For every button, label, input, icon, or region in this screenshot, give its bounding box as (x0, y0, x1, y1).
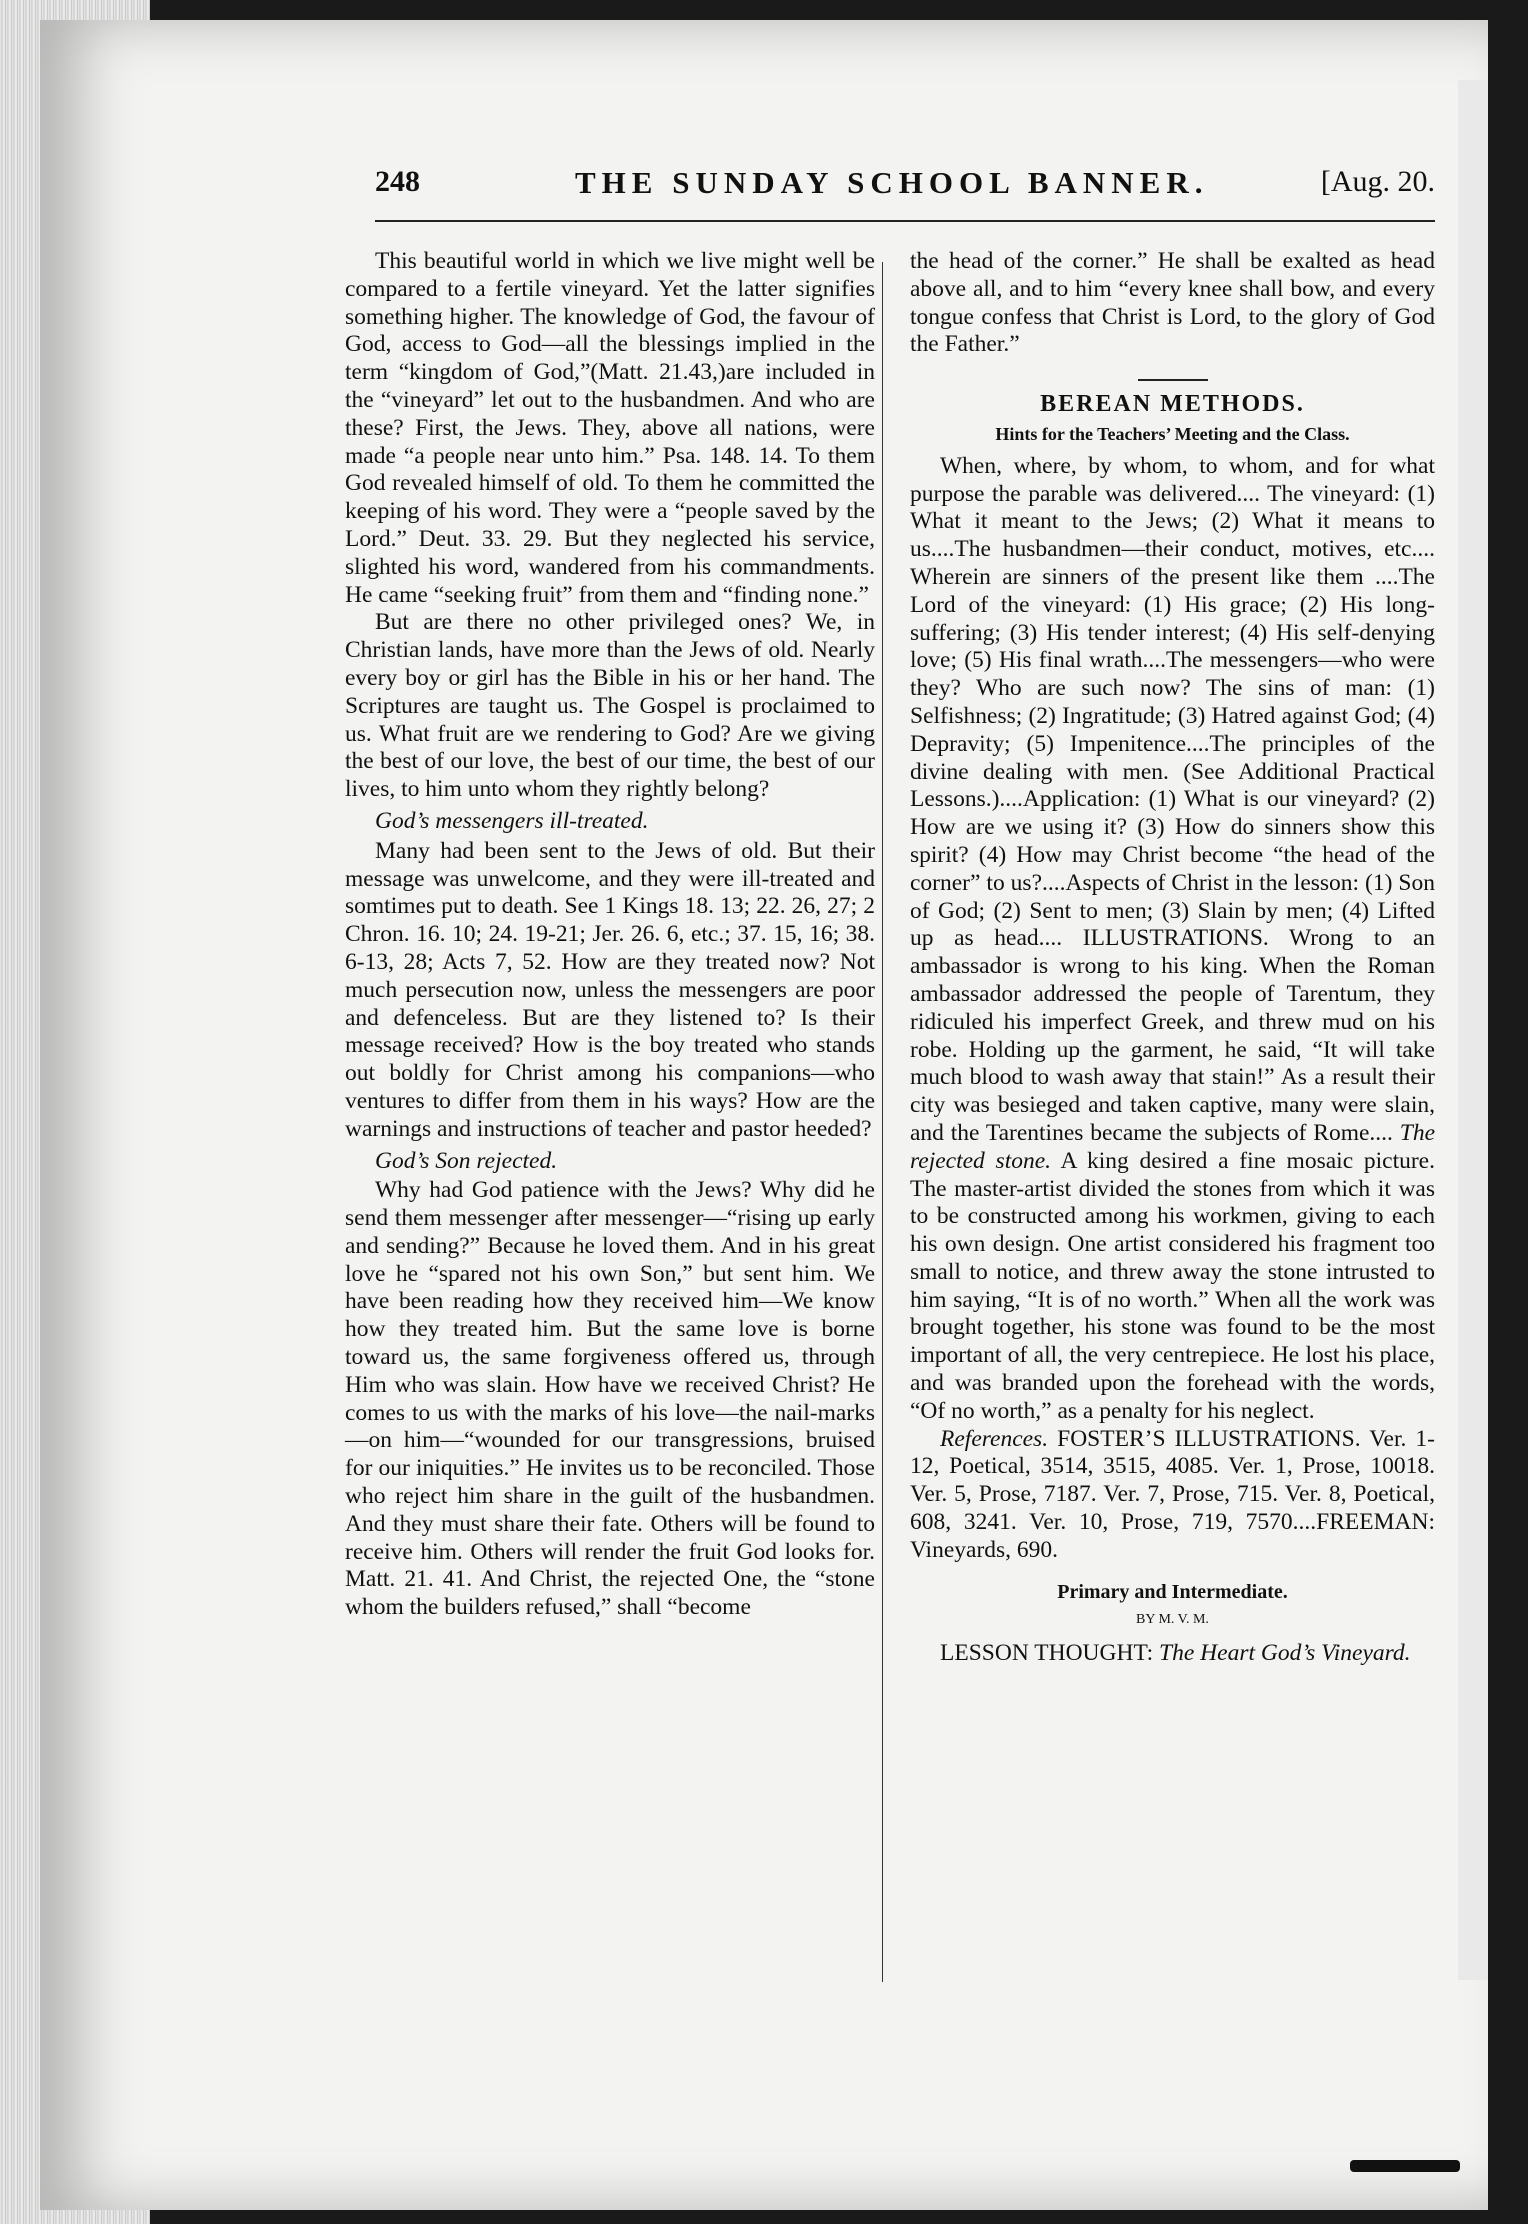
illustrations-text: Wrong to an ambassador is wrong to his king. When the Roman ambassador addressed the people of Tarentum, they ridiculed his imperfect Greek, and threw mud on his robe. Holding up the garment, he said, “It will take much blood to wash away that stain!” As a result their city was besieged and taken captive, many were slain, and the Tarentines became the subjects of Rome.... (910, 925, 1435, 1146)
references-label: References. (940, 1425, 1049, 1452)
illustrations-label: ILLUSTRATIONS. (1082, 925, 1269, 952)
rejected-stone-label: The rejected stone. (910, 1119, 1435, 1174)
paragraph (910, 453, 1435, 1426)
byline: BY M. V. M. (1136, 1612, 1209, 1628)
methods-text: When, where, by whom, to whom, and for what purpose the parable was delivered.... The vineyard: (1) What it meant to the Jews; (2) What it means to us....The husbandmen—their conduct, motives, etc.... Wherein are sinners of the present like them ....The Lord of the vineyard: (1) His grace; (2) His long-suffering; (3) His tender interest; (4) His self-denying love; (5) His final wrath....The messengers—who were they? Who are such now? The sins of man: (1) Selfishness; (2) Ingratitude; (3) Hatred against God; (4) Depravity; (5) Impenitence....The principles of the divine dealing with men. (See Additional Practical Lessons.)....Application: (1) What is our vineyard? (2) How are we using it? (3) How do sinners show this spirit? (4) How may Christ become “the head of the corner” to us?....Aspects of Christ in the lesson: (1) Son of God; (2) Sent to men; (3) Slain by men; (4) Lifted up as head.... (910, 452, 1435, 952)
running-header (375, 160, 1435, 222)
ink-smudge (1350, 2160, 1460, 2172)
section-subtitle: Hints for the Teachers’ Meeting and the Class. (995, 423, 1350, 444)
section-rule (1138, 379, 1208, 381)
paragraph (910, 1640, 1435, 1668)
section-title: BEREAN METHODS. (1040, 391, 1305, 418)
page-number: 248 (375, 165, 420, 198)
facing-page-strip (1458, 80, 1488, 1980)
lesson-label: LESSON THOUGHT: (940, 1640, 1154, 1667)
left-column (345, 248, 875, 1622)
right-column (910, 248, 1435, 1668)
paragraph: But are there no other privileged ones? We, in Christian lands, have more than the Jews of old. Nearly every boy or girl has the Bible in his or her hand. The Scriptures are taught us. The Gospel is proclaimed to us. What fruit are we rendering to God? Are we giving the best of our love, the best of our time, the best of our lives, to him unto whom they rightly belong? (345, 609, 875, 803)
rejected-stone-text: A king desired a fine mosaic picture. The master-artist divided the stones from which it was to be constructed among his workmen, giving to each his own design. One artist considered his fragment too small to notice, and threw away the stone intrusted to him saying, “It is of no worth.” When all the work was brought together, his stone was found to be the most important of all, the very centrepiece. He lost his place, and was branded upon the forehead with the words, “Of no worth,” as a penalty for his neglect. (910, 1147, 1435, 1424)
paragraph: Many had been sent to the Jews of old. But their message was unwelcome, and they were ill-treated and somtimes put to death. See 1 Kings 18. 13; 22. 26, 27; 2 Chron. 16. 10; 24. 19-21; Jer. 26. 6, etc.; 37. 15, 16; 38. 6-13, 28; Acts 7, 52. How are they treated now? Not much persecution now, unless the messengers are poor and defenceless. But are they listened to? Is their message received? How is the boy treated who stands out boldly for Christ among his companions—who ventures to differ from them in his ways? How are the warnings and instructions of teacher and pastor heeded? (345, 837, 875, 1142)
issue-date: [Aug. 20. (1320, 165, 1435, 198)
column-divider (882, 262, 883, 1982)
paragraph: the head of the corner.” He shall be exalted as head above all, and to him “every knee shall bow, and every tongue confess that Christ is Lord, to the glory of God the Father.” (910, 248, 1435, 358)
paragraph: This beautiful world in which we live might well be compared to a fertile vineyard. Yet the latter signifies something higher. The knowledge of God, the favour of God, access to God—all the blessings implied in the term “kingdom of God,”(Matt. 21.43,)are included in the “vineyard” let out to the husbandmen. And who are these? First, the Jews. They, above all nations, were made “a people near unto him.” Psa. 148. 14. To them God revealed himself of old. To them he committed the keeping of his word. They were a “people saved by the Lord.” Deut. 33. 29. But they neglected his service, slighted his word, wandered from his commandments. He came “seeking fruit” from them and “finding none.” (345, 248, 875, 608)
subheading: God’s Son rejected. (375, 1147, 558, 1174)
primary-title: Primary and Intermediate. (1057, 1580, 1288, 1603)
running-title: THE SUNDAY SCHOOL BANNER. (575, 165, 1209, 200)
references-text: FOSTER’S ILLUSTRATIONS. Ver. 1-12, Poetical, 3514, 3515, 4085. Ver. 1, Prose, 10018. Ver. 5, Prose, 7187. Ver. 7, Prose, 715. Ver. 8, Poetical, 608, 3241. Ver. 10, Prose, 719, 7570....FREEMAN: Vineyards, 690. (910, 1425, 1435, 1563)
paragraph: Why had God patience with the Jews? Why did he send them messenger after messenger—“rising up early and sending?” Because he loved them. And in his great love he “spared not his own Son,” but sent him. We have been reading how they received him—We know how they treated him. But the same love is borne toward us, the same forgiveness offered us, through Him who was slain. How have we received Christ? He comes to us with the marks of his love—the nail-marks—on him—“wounded for our transgressions, bruised for our iniquities.” He invites us to be reconciled. Those who reject him share in the guilt of the husbandmen. And they must share their fate. Others will be found to receive him. Others will render the fruit God looks for. Matt. 21. 41. And Christ, the rejected One, the “stone whom the builders refused,” shall “become (345, 1177, 875, 1621)
lesson-text: The Heart God’s Vineyard. (1159, 1640, 1411, 1667)
paragraph (910, 1426, 1435, 1565)
subheading: God’s messengers ill-treated. (375, 807, 649, 834)
